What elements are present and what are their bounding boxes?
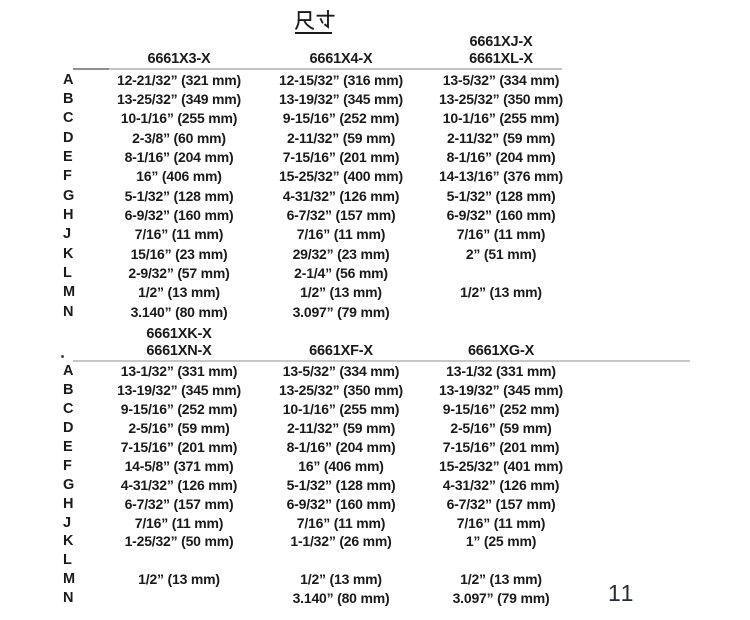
dimension-value: 13-19/32” (345 mm) <box>116 382 242 399</box>
row-label: C <box>63 110 74 127</box>
dimension-value <box>93 589 265 608</box>
table-row <box>57 570 585 589</box>
row-label: F <box>63 457 72 474</box>
dimension-value: 4-31/32” (126 mm) <box>282 187 400 204</box>
column-header-label: 6661XJ-X <box>469 34 533 50</box>
table-row <box>57 109 585 128</box>
table-header-row <box>57 322 585 360</box>
dimension-value: 1/2” (13 mm) <box>138 571 220 588</box>
row-label: M <box>63 284 76 301</box>
dimension-value: 1/2” (13 mm) <box>300 284 382 301</box>
chi-character-icon <box>295 9 314 30</box>
dimension-value <box>417 551 585 570</box>
table-row <box>57 400 585 419</box>
dimension-value: 2-5/16” (59 mm) <box>450 420 552 437</box>
dimension-table-upper <box>57 30 585 321</box>
dimension-value: 1” (25 mm) <box>465 533 537 550</box>
table-row <box>57 438 585 457</box>
table-row <box>57 302 585 321</box>
column-header-6661xf <box>265 322 417 360</box>
dimension-value: 4-31/32” (126 mm) <box>120 476 238 493</box>
dimension-value <box>417 302 585 321</box>
dimension-value: 13-19/32” (345 mm) <box>438 382 564 399</box>
dimension-value: 7/16” (11 mm) <box>134 514 224 531</box>
table-row <box>57 494 585 513</box>
dimension-value: 2-11/32” (59 mm) <box>286 129 396 146</box>
dimension-value: 14-5/8” (371 mm) <box>124 457 234 474</box>
table-row <box>57 205 585 224</box>
row-label: N <box>63 590 74 607</box>
row-label: F <box>63 168 72 185</box>
row-label: D <box>63 420 74 437</box>
dimension-value: 2-9/32” (57 mm) <box>128 265 230 282</box>
table-body <box>57 362 585 608</box>
dimension-value: 13-5/32” (334 mm) <box>282 363 400 380</box>
table-row <box>57 419 585 438</box>
dimension-value: 13-1/32” (331 mm) <box>120 363 238 380</box>
column-header-label: 6661XN-X <box>146 343 212 359</box>
table-body <box>57 70 585 321</box>
dimension-value: 3.140” (80 mm) <box>292 590 390 607</box>
dimension-value: 16” (406 mm) <box>298 457 384 474</box>
table-row <box>57 381 585 400</box>
table-row <box>57 167 585 186</box>
dimension-value: 15-25/32” (400 mm) <box>278 168 404 185</box>
row-label: J <box>63 226 72 243</box>
column-header-6661xk-xn <box>93 322 265 360</box>
dimension-value: 6-7/32” (157 mm) <box>124 495 234 512</box>
dimension-value: 2-5/16” (59 mm) <box>128 420 230 437</box>
row-label: K <box>63 245 74 262</box>
column-header-label: 6661XG-X <box>467 343 535 359</box>
dimension-value: 7-15/16” (201 mm) <box>282 149 400 166</box>
dimension-value: 8-1/16” (204 mm) <box>124 149 234 166</box>
row-label: B <box>63 382 74 399</box>
table-row <box>57 70 585 89</box>
column-header-6661x4 <box>265 30 417 68</box>
row-label: G <box>63 476 75 493</box>
dimension-value: 7/16” (11 mm) <box>456 514 546 531</box>
dimension-value: 1-25/32” (50 mm) <box>124 533 234 550</box>
table-row <box>57 128 585 147</box>
column-header-label: 6661XK-X <box>146 326 212 342</box>
dimension-value: 6-7/32” (157 mm) <box>446 495 556 512</box>
dimension-value: 13-19/32” (345 mm) <box>278 91 404 108</box>
table-row <box>57 532 585 551</box>
row-label: J <box>63 514 72 531</box>
column-header-6661xg <box>417 322 585 360</box>
dimension-value: 1/2” (13 mm) <box>460 571 542 588</box>
dimension-value: 7/16” (11 mm) <box>296 514 386 531</box>
row-label: H <box>63 495 74 512</box>
dimension-value: 2” (51 mm) <box>465 245 537 262</box>
row-label: L <box>63 265 72 282</box>
dimension-value: 3.097” (79 mm) <box>292 303 390 320</box>
row-label: E <box>63 439 73 455</box>
column-header-6661xj-xl <box>417 30 585 68</box>
table-row <box>57 225 585 244</box>
row-label: B <box>63 91 74 108</box>
dimension-value: 3.097” (79 mm) <box>452 590 550 607</box>
dimension-value: 15-25/32” (401 mm) <box>438 457 564 474</box>
row-label: M <box>63 571 76 588</box>
cun-character-icon <box>316 9 335 30</box>
column-header-label: 6661X3-X <box>147 51 211 67</box>
row-label: L <box>63 552 72 569</box>
dimension-value: 6-7/32” (157 mm) <box>286 207 396 224</box>
dimension-value: 9-15/16” (252 mm) <box>282 110 400 127</box>
dimension-value: 5-1/32” (128 mm) <box>286 476 396 493</box>
table-row <box>57 263 585 282</box>
dimension-value: 1/2” (13 mm) <box>138 284 220 301</box>
dimension-value: 7/16” (11 mm) <box>134 226 224 243</box>
dimension-value: 5-1/32” (128 mm) <box>124 187 234 204</box>
dimension-value: 2-1/4” (56 mm) <box>294 265 388 282</box>
row-label: A <box>63 363 74 380</box>
row-label: K <box>63 533 74 550</box>
dimension-value: 7-15/16” (201 mm) <box>442 439 560 455</box>
dimension-value: 1/2” (13 mm) <box>460 284 542 301</box>
dimension-table-lower <box>57 322 585 608</box>
table-row <box>57 475 585 494</box>
dimension-value: 15/16” (23 mm) <box>130 245 228 262</box>
table-row <box>57 589 585 608</box>
dimension-value: 7-15/16” (201 mm) <box>120 439 238 455</box>
dimension-value: 4-31/32” (126 mm) <box>442 476 560 493</box>
dimension-value: 10-1/16” (255 mm) <box>282 401 400 418</box>
dimension-value: 10-1/16” (255 mm) <box>442 110 560 127</box>
dimension-value: 13-25/32” (349 mm) <box>116 91 242 108</box>
dimension-value: 2-11/32” (59 mm) <box>286 420 396 437</box>
dimension-value: 7/16” (11 mm) <box>296 226 386 243</box>
dimension-value: 6-9/32” (160 mm) <box>124 207 234 224</box>
column-header-label: 6661XF-X <box>309 343 373 359</box>
dimension-value: 9-15/16” (252 mm) <box>442 401 560 418</box>
table-row <box>57 283 585 302</box>
header-corner <box>57 30 93 68</box>
dimension-value: 2-11/32” (59 mm) <box>446 129 556 146</box>
dimension-value: 13-25/32” (350 mm) <box>278 382 404 399</box>
dimension-value: 16” (406 mm) <box>136 168 222 185</box>
dimension-value <box>265 551 417 570</box>
dimension-value: 12-15/32” (316 mm) <box>278 71 404 88</box>
stray-mark <box>61 355 64 358</box>
table-row <box>57 89 585 108</box>
dimension-value <box>93 551 265 570</box>
table-row <box>57 456 585 475</box>
row-label: G <box>63 187 75 204</box>
row-label: H <box>63 207 74 224</box>
table-row <box>57 147 585 166</box>
dimension-value: 8-1/16” (204 mm) <box>446 149 556 166</box>
dimension-value: 13-5/32” (334 mm) <box>442 71 560 88</box>
row-label: D <box>63 129 74 146</box>
title-glyphs <box>295 9 335 30</box>
table-row <box>57 513 585 532</box>
dimension-value: 13-25/32” (350 mm) <box>438 91 564 108</box>
header-rule <box>73 68 562 70</box>
dimension-value: 6-9/32” (160 mm) <box>446 207 556 224</box>
header-rule <box>73 360 690 362</box>
dimension-value: 13-1/32 (331 mm) <box>446 363 556 380</box>
table-row <box>57 551 585 570</box>
row-label: C <box>63 401 74 418</box>
dimension-value: 1/2” (13 mm) <box>300 571 382 588</box>
column-header-label: 6661XL-X <box>469 51 533 67</box>
dimension-value: 7/16” (11 mm) <box>456 226 546 243</box>
table-header-row <box>57 30 585 68</box>
dimension-value: 10-1/16” (255 mm) <box>120 110 238 127</box>
dimension-value: 12-21/32” (321 mm) <box>116 71 242 88</box>
table-row <box>57 244 585 263</box>
dimension-value: 2-3/8” (60 mm) <box>132 129 226 146</box>
row-label: E <box>63 149 73 166</box>
dimension-value: 14-13/16” (376 mm) <box>438 168 564 185</box>
column-header-6661x3 <box>93 30 265 68</box>
dimension-value: 8-1/16” (204 mm) <box>286 439 396 455</box>
dimension-value: 9-15/16” (252 mm) <box>120 401 238 418</box>
dimension-value: 3.140” (80 mm) <box>130 303 228 320</box>
table-row <box>57 362 585 381</box>
row-label: A <box>63 71 74 88</box>
dimension-value: 29/32” (23 mm) <box>292 245 390 262</box>
dimension-value <box>417 263 585 282</box>
dimension-value: 1-1/32” (26 mm) <box>290 533 392 550</box>
row-label: N <box>63 303 74 320</box>
dimension-value: 5-1/32” (128 mm) <box>446 187 556 204</box>
dimension-value: 6-9/32” (160 mm) <box>286 495 396 512</box>
page-number: 11 <box>608 580 635 606</box>
table-row <box>57 186 585 205</box>
column-header-label: 6661X4-X <box>309 51 373 67</box>
